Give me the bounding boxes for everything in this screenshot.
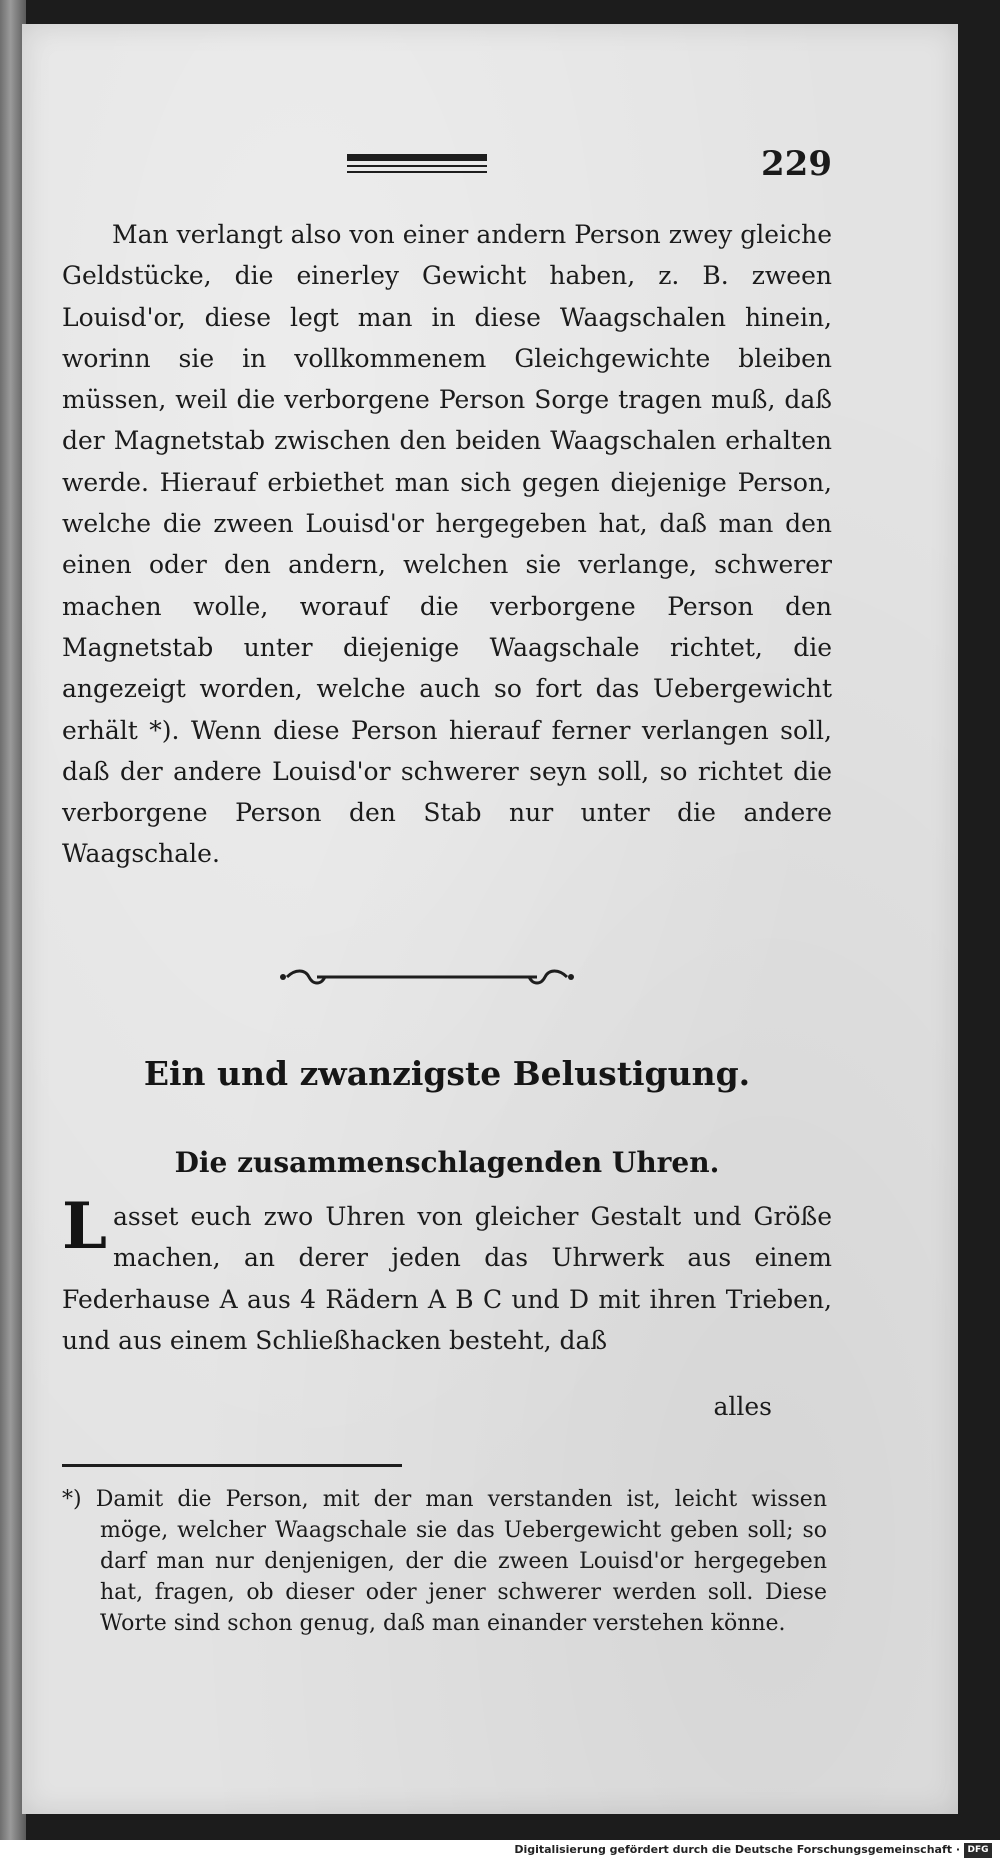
header-rule-icon	[347, 154, 487, 176]
section-subtitle: Die zusammenschlagenden Uhren.	[174, 1146, 720, 1179]
main-paragraph	[62, 214, 832, 875]
drop-cap: L	[62, 1189, 107, 1264]
credit-text: Digitalisierung gefördert durch die Deutsche Forschungsgemeinschaft ·	[514, 1843, 960, 1856]
credit-bar	[0, 1840, 1000, 1862]
section-title: Ein und zwanzigste Belustigung.	[143, 1054, 751, 1093]
footnote	[62, 1484, 827, 1639]
section-paragraph	[62, 1189, 832, 1361]
ornament-divider-icon	[277, 964, 577, 990]
dfg-logo: DFG	[964, 1843, 992, 1858]
footnote-text: *) Damit die Person, mit der man verstanden ist, leicht wissen möge, welcher Waagschale sie das Uebergewicht geben soll; so darf man nur denjenigen, der die zween Louisd'or hergegeben hat, fragen, ob dieser oder jener schwerer werden soll. Diese Worte sind schon genug, daß man einander verstehen könne.	[62, 1487, 827, 1636]
book-page	[22, 24, 958, 1814]
paragraph-text: Man verlangt also von einer andern Person zwey gleiche Geldstücke, die einerley Gewicht haben, z. B. zween Louisd'or, diese legt man in diese Waagschalen hinein, worinn sie in vollkommenem Gleichgewichte bleiben müssen, weil die verborgene Person Sorge tragen muß, daß der Magnetstab zwischen den beiden Waagschalen erhalten werde. Hierauf erbiethet man sich gegen diejenige Person, welche die zween Louisd'or hergegeben hat, daß man den einen oder den andern, welchen sie verlange, schwerer machen wolle, worauf die verborgene Person den Magnetstab unter diejenige Waagschale richtet, die angezeigt worden, welche auch so fort das Uebergewicht erhält *). Wenn diese Person hierauf ferner verlangen soll, daß der andere Louisd'or schwerer seyn soll, so richtet die verborgene Person den Stab nur unter die andere Waagschale.	[62, 220, 832, 869]
catchword: alles	[713, 1392, 772, 1421]
section-paragraph-text: asset euch zwo Uhren von gleicher Gestalt und Größe machen, an derer jeden das Uhrwerk aus einem Federhause A aus 4 Rädern A B C und D mit ihren Trieben, und aus einem Schließhacken besteht, daß	[62, 1202, 832, 1355]
page-number: 229	[761, 144, 832, 184]
footnote-rule	[62, 1464, 402, 1467]
